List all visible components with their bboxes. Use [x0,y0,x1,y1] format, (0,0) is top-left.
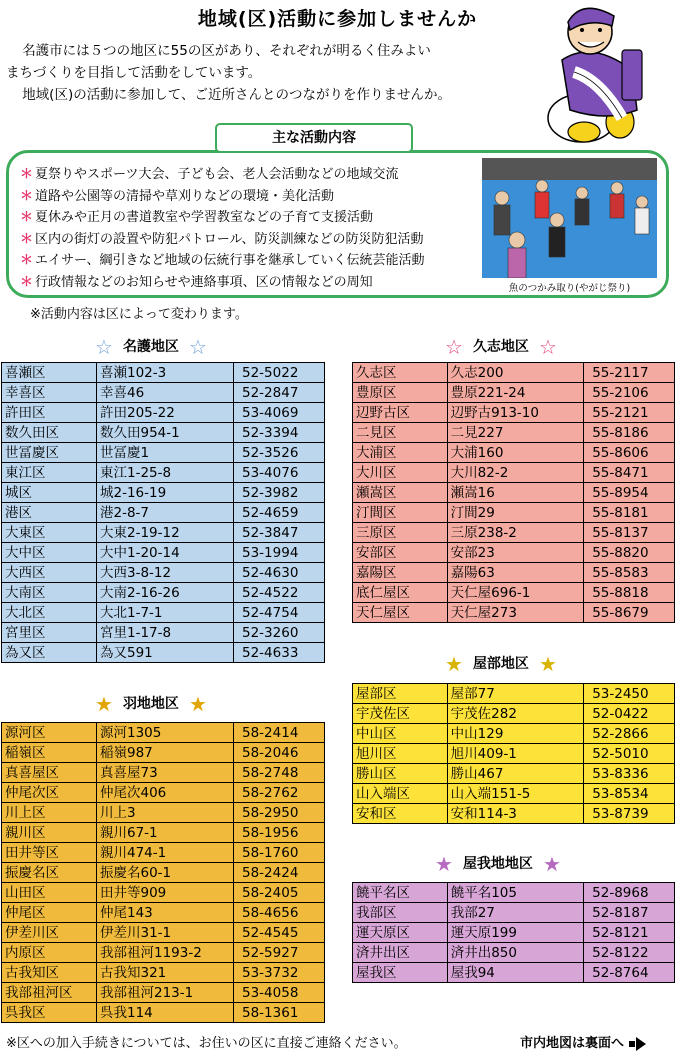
ward-name: 運天原区 [353,923,448,943]
ward-name: 内原区 [2,943,97,963]
ward-address: 世冨慶1 [97,443,234,463]
ward-address: 伊差川31-1 [97,923,234,943]
ward-phone: 52-8187 [584,903,675,923]
ward-phone: 53-1994 [234,543,325,563]
ward-phone: 55-8181 [584,503,675,523]
table-row [2,923,325,943]
ward-phone: 52-2866 [584,724,675,744]
activity-text: 行政情報などのお知らせや連絡事項、区の情報などの周知 [35,274,373,290]
table-row [2,423,325,443]
star-icon: ★ [95,692,113,716]
ward-phone: 55-8679 [584,603,675,623]
ward-name: 我部区 [353,903,448,923]
table-row [2,1003,325,1023]
map-link-label: 市内地図は裏面へ [520,1036,625,1051]
star-icon: ☆ [538,335,557,359]
table-row [353,764,675,784]
asterisk-icon: ＊ [20,188,34,204]
ward-address: 振慶名60-1 [97,863,234,883]
ward-name: 港区 [2,503,97,523]
ward-name: 天仁屋区 [353,603,448,623]
table-row [2,743,325,763]
ward-address: 二見227 [447,423,584,443]
table-row [2,823,325,843]
star-icon: ★ [538,652,557,676]
ward-name: 世冨慶区 [2,443,97,463]
arrow-right-icon [636,1037,646,1051]
asterisk-icon: ＊ [20,210,34,225]
ward-name: 大東区 [2,523,97,543]
ward-phone: 58-2405 [234,883,325,903]
ward-name: 嘉陽区 [353,563,448,583]
ward-name: 呉我区 [2,1003,97,1023]
ward-name: 幸喜区 [2,383,97,403]
table-row [353,483,675,503]
intro-line: まちづくりを目指して活動をしています。 [6,65,262,81]
ward-phone: 52-8122 [584,943,675,963]
ward-name: 宮里区 [2,623,97,643]
ward-name: 屋部区 [353,684,448,704]
ward-phone: 55-8954 [584,483,675,503]
ward-phone: 58-2762 [234,783,325,803]
ward-name: 山田区 [2,883,97,903]
district-title-haneji [95,693,207,715]
asterisk-icon: ＊ [20,253,34,268]
table-row [353,403,675,423]
table-row [2,843,325,863]
ward-phone: 55-8818 [584,583,675,603]
asterisk-icon: ＊ [20,274,34,290]
table-row [2,563,325,583]
star-icon: ☆ [445,335,463,359]
ward-name: 大川区 [353,463,448,483]
table-row [353,804,675,824]
district-title-kushi [445,336,557,358]
table-row [353,603,675,623]
ward-name: 真喜屋区 [2,763,97,783]
ward-phone: 53-8336 [584,764,675,784]
ward-address: 田井等909 [97,883,234,903]
table-row [353,784,675,804]
table-row [353,383,675,403]
activity-text: 夏休みや正月の書道教室や学習教室などの子育て支援活動 [35,210,374,225]
ward-phone: 55-8186 [584,423,675,443]
district-name: 羽地地区 [122,696,179,712]
district-title-yagaji [435,853,561,875]
table-row [2,983,325,1003]
ward-address: 大南2-16-26 [97,583,234,603]
ward-address: 大浦160 [447,443,584,463]
mascot-illustration [522,0,672,150]
ward-phone: 52-5010 [584,744,675,764]
table-row [353,503,675,523]
ward-phone: 55-2106 [584,383,675,403]
ward-address: 宮里1-17-8 [97,623,234,643]
ward-address: 饒平名105 [447,883,583,903]
table-row [353,684,675,704]
ward-name: 伊差川区 [2,923,97,943]
ward-phone: 55-2121 [584,403,675,423]
ward-name: 中山区 [353,724,448,744]
activity-text: エイサー、綱引きなど地域の伝統行事を継承していく伝統芸能活動 [35,253,425,268]
ward-address: 宇茂佐282 [447,704,584,724]
ward-address: 大東2-19-12 [97,523,234,543]
activity-text: 夏祭りやスポーツ大会、子ども会、老人会活動などの地域交流 [35,167,399,182]
ward-phone: 53-2450 [584,684,675,704]
ward-address: 城2-16-19 [97,483,234,503]
intro-text [6,40,536,106]
ward-address: 瀬嵩16 [447,483,584,503]
ward-phone: 58-2748 [234,763,325,783]
ward-address: 大北1-7-1 [97,603,234,623]
activity-item [20,186,480,208]
ward-address: 親川67-1 [97,823,234,843]
asterisk-icon: ＊ [20,231,34,247]
ward-address: 汀間29 [447,503,584,523]
table-row [2,543,325,563]
activity-item [20,207,480,229]
table-row [2,943,325,963]
ward-phone: 52-2847 [234,383,325,403]
ward-phone: 52-3847 [234,523,325,543]
activity-text: 区内の街灯の設置や防犯パトロール、防災訓練などの防災防犯活動 [35,231,424,247]
star-icon: ★ [188,692,207,716]
ward-name: 親川区 [2,823,97,843]
ward-name: 大南区 [2,583,97,603]
table-row [2,503,325,523]
district-name: 屋我地地区 [462,856,533,872]
ward-address: 為又591 [97,643,234,663]
ward-phone: 58-2950 [234,803,325,823]
district-name: 名護地区 [122,339,179,355]
ward-name: 為又区 [2,643,97,663]
ward-phone: 52-5927 [234,943,325,963]
ward-phone: 53-3732 [234,963,325,983]
star-icon: ★ [435,852,453,876]
ward-address: 稲嶺987 [97,743,234,763]
table-row [2,763,325,783]
ward-phone: 53-8534 [584,784,675,804]
table-row [2,463,325,483]
footer-note: ※区への加入手続きについては、お住いの区に直接ご連絡ください。 [6,1036,407,1051]
ward-name: 安部区 [353,543,448,563]
ward-phone: 52-4545 [234,923,325,943]
ward-name: 喜瀬区 [2,363,97,383]
ward-phone: 52-5022 [234,363,325,383]
table-row [2,383,325,403]
ward-name: 勝山区 [353,764,448,784]
ward-phone: 52-8968 [584,883,675,903]
festival-photo [482,158,657,278]
table-row [2,903,325,923]
ward-phone: 53-4058 [234,983,325,1003]
ward-address: 辺野古913-10 [447,403,584,423]
ward-phone: 52-4630 [234,563,325,583]
ward-name: 許田区 [2,403,97,423]
table-row [2,863,325,883]
table-row [353,563,675,583]
arrow-right-icon [629,1041,635,1047]
ward-phone: 58-1361 [234,1003,325,1023]
ward-name: 田井等区 [2,843,97,863]
activities-note: ※活動内容は区によって変わります。 [30,307,248,322]
table-row [353,443,675,463]
ward-name: 大浦区 [353,443,448,463]
ward-phone: 52-3526 [234,443,325,463]
ward-phone: 58-4656 [234,903,325,923]
ward-address: 豊原221-24 [447,383,584,403]
table-row [353,903,675,923]
ward-address: 済井出850 [447,943,583,963]
ward-name: 数久田区 [2,423,97,443]
district-name: 屋部地区 [472,656,529,672]
ward-name: 済井出区 [353,943,448,963]
district-table-kushi [352,362,675,623]
ward-address: 幸喜46 [97,383,234,403]
table-row [2,723,325,743]
ward-address: 親川474-1 [97,843,234,863]
ward-phone: 55-8137 [584,523,675,543]
ward-phone: 52-4754 [234,603,325,623]
star-icon: ☆ [188,335,207,359]
map-link[interactable] [520,1032,646,1051]
ward-name: 大北区 [2,603,97,623]
ward-name: 東江区 [2,463,97,483]
district-title-nago [95,336,207,358]
table-row [2,403,325,423]
ward-address: 三原238-2 [447,523,584,543]
activities-header: 主な活動内容 [215,123,413,153]
ward-address: 仲尾143 [97,903,234,923]
ward-phone: 58-2414 [234,723,325,743]
table-row [353,704,675,724]
table-row [2,583,325,603]
star-icon: ★ [445,652,463,676]
ward-address: 我部祖河213-1 [97,983,234,1003]
table-row [353,943,675,963]
ward-phone: 53-8739 [584,804,675,824]
ward-address: 数久田954-1 [97,423,234,443]
ward-address: 天仁屋273 [447,603,584,623]
ward-name: 汀間区 [353,503,448,523]
star-icon: ☆ [95,335,113,359]
table-row [2,443,325,463]
ward-address: 山入端151-5 [447,784,584,804]
table-row [2,963,325,983]
table-row [2,623,325,643]
ward-address: 大川82-2 [447,463,584,483]
table-row [353,883,675,903]
district-table-nago [1,362,325,663]
ward-phone: 55-8606 [584,443,675,463]
table-row [2,363,325,383]
ward-name: 瀬嵩区 [353,483,448,503]
ward-phone: 52-3982 [234,483,325,503]
ward-name: 旭川区 [353,744,448,764]
ward-phone: 55-2117 [584,363,675,383]
ward-name: 仲尾区 [2,903,97,923]
intro-line: 地域(区)の活動に参加して、ご近所さんとのつながりを作りませんか。 [22,87,451,103]
ward-address: 仲尾次406 [97,783,234,803]
table-row [353,463,675,483]
activity-item [20,272,480,294]
ward-phone: 55-8583 [584,563,675,583]
table-row [353,963,675,983]
ward-name: 川上区 [2,803,97,823]
table-row [353,724,675,744]
district-title-yabu [445,653,557,675]
table-row [353,583,675,603]
ward-name: 宇茂佐区 [353,704,448,724]
ward-name: 大西区 [2,563,97,583]
ward-address: 安部23 [447,543,584,563]
ward-phone: 52-3260 [234,623,325,643]
ward-address: 勝山467 [447,764,584,784]
page-title: 地域(区)活動に参加しませんか [197,8,478,30]
ward-phone: 53-4076 [234,463,325,483]
activity-item [20,229,480,251]
ward-address: 屋部77 [447,684,584,704]
ward-name: 稲嶺区 [2,743,97,763]
ward-phone: 58-2046 [234,743,325,763]
ward-name: 饒平名区 [353,883,448,903]
ward-address: 久志200 [447,363,584,383]
ward-name: 振慶名区 [2,863,97,883]
ward-name: 三原区 [353,523,448,543]
ward-address: 許田205-22 [97,403,234,423]
ward-name: 屋我区 [353,963,448,983]
ward-address: 屋我94 [447,963,583,983]
ward-phone: 58-1956 [234,823,325,843]
activity-item [20,164,480,186]
ward-name: 二見区 [353,423,448,443]
ward-phone: 55-8820 [584,543,675,563]
ward-name: 安和区 [353,804,448,824]
ward-phone: 52-4659 [234,503,325,523]
activity-item [20,250,480,272]
ward-address: 源河1305 [97,723,234,743]
ward-phone: 52-8121 [584,923,675,943]
table-row [2,643,325,663]
photo-caption: 魚のつかみ取り(やがじ祭り) [508,283,631,294]
ward-address: 川上3 [97,803,234,823]
ward-phone: 52-3394 [234,423,325,443]
ward-address: 運天原199 [447,923,583,943]
ward-address: 真喜屋73 [97,763,234,783]
ward-address: 呉我114 [97,1003,234,1023]
table-row [2,883,325,903]
table-row [2,483,325,503]
ward-name: 仲尾次区 [2,783,97,803]
table-row [2,523,325,543]
ward-phone: 58-2424 [234,863,325,883]
district-name: 久志地区 [472,339,529,355]
district-table-yabu [352,683,675,824]
ward-name: 古我知区 [2,963,97,983]
ward-address: 旭川409-1 [447,744,584,764]
ward-name: 辺野古区 [353,403,448,423]
ward-address: 古我知321 [97,963,234,983]
ward-phone: 53-4069 [234,403,325,423]
ward-name: 我部祖河区 [2,983,97,1003]
table-row [2,783,325,803]
table-row [353,923,675,943]
star-icon: ★ [542,852,561,876]
ward-name: 豊原区 [353,383,448,403]
ward-address: 港2-8-7 [97,503,234,523]
table-row [2,803,325,823]
district-table-haneji [1,722,325,1023]
ward-phone: 58-1760 [234,843,325,863]
ward-name: 源河区 [2,723,97,743]
ward-address: 天仁屋696-1 [447,583,584,603]
activities-list [20,164,480,293]
activity-text: 道路や公園等の清掃や草刈りなどの環境・美化活動 [35,188,335,204]
ward-phone: 52-4633 [234,643,325,663]
asterisk-icon: ＊ [20,167,34,182]
ward-address: 東江1-25-8 [97,463,234,483]
district-table-yagaji [352,882,675,983]
ward-name: 大中区 [2,543,97,563]
ward-address: 大西3-8-12 [97,563,234,583]
table-row [353,523,675,543]
ward-phone: 52-0422 [584,704,675,724]
ward-address: 中山129 [447,724,584,744]
ward-address: 大中1-20-14 [97,543,234,563]
ward-phone: 55-8471 [584,463,675,483]
table-row [353,363,675,383]
table-row [353,744,675,764]
ward-address: 我部27 [447,903,583,923]
table-row [353,543,675,563]
ward-phone: 52-8764 [584,963,675,983]
ward-address: 喜瀬102-3 [97,363,234,383]
intro-line: 名護市には５つの地区に55の区があり、それぞれが明るく住みよい [22,43,431,59]
ward-name: 久志区 [353,363,448,383]
ward-phone: 52-4522 [234,583,325,603]
ward-name: 山入端区 [353,784,448,804]
ward-address: 嘉陽63 [447,563,584,583]
ward-name: 城区 [2,483,97,503]
ward-name: 底仁屋区 [353,583,448,603]
table-row [2,603,325,623]
ward-address: 安和114-3 [447,804,584,824]
ward-address: 我部祖河1193-2 [97,943,234,963]
table-row [353,423,675,443]
